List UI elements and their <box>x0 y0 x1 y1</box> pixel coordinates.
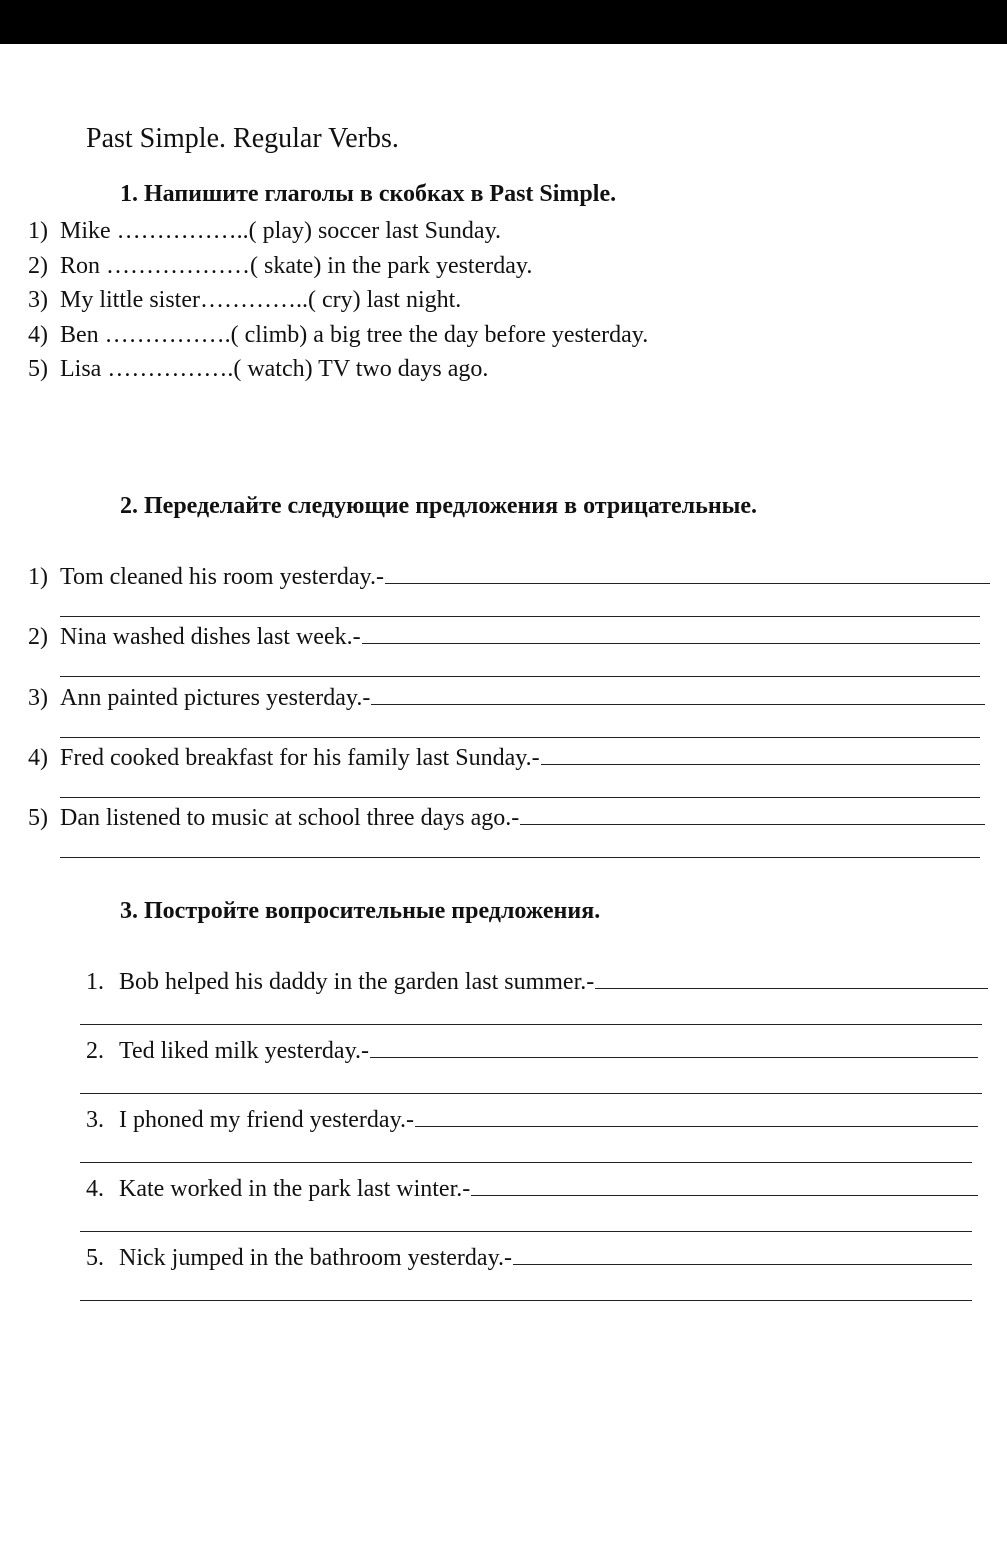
answer-line[interactable] <box>595 968 988 989</box>
section-2-heading: 2. Переделайте следующие предложения в отрицательные. <box>120 493 758 519</box>
top-bar <box>0 0 1007 44</box>
answer-line-continuation[interactable] <box>60 857 980 858</box>
item-text: Fred cooked breakfast for his family last Sunday.- <box>60 744 540 771</box>
item-text: Nina washed dishes last week.- <box>60 624 361 651</box>
item-text: I phoned my friend yesterday.- <box>119 1107 415 1133</box>
item-text: Kate worked in the park last winter.- <box>119 1176 471 1202</box>
answer-line-continuation[interactable] <box>80 1231 972 1232</box>
answer-line[interactable] <box>385 563 990 584</box>
exercise-3-item <box>86 1036 978 1066</box>
item-number: 4) <box>28 321 48 348</box>
item-number: 1) <box>28 218 48 244</box>
item-number: 4) <box>28 744 48 771</box>
item-number: 5) <box>28 805 48 832</box>
section-3-heading: 3. Постройте вопросительные предложения. <box>120 898 601 924</box>
item-number: 5. <box>86 1245 104 1271</box>
answer-line-continuation[interactable] <box>80 1300 972 1301</box>
page-title: Past Simple. Regular Verbs. <box>86 123 399 154</box>
exercise-2-item <box>28 622 980 652</box>
exercise-3-item <box>86 1174 978 1204</box>
answer-line[interactable] <box>362 623 980 644</box>
item-text: Ted liked milk yesterday.- <box>119 1038 370 1064</box>
exercise-1-item <box>28 285 461 315</box>
answer-line-continuation[interactable] <box>60 737 980 738</box>
item-number: 5) <box>28 356 48 382</box>
answer-line[interactable] <box>471 1175 978 1196</box>
item-number: 3) <box>28 684 48 711</box>
exercise-2-item <box>28 562 990 592</box>
item-text: Ben …………….( climb) a big tree the day before yesterday. <box>60 321 649 348</box>
item-number: 2) <box>28 252 48 279</box>
item-text: Ann painted pictures yesterday.- <box>60 684 371 711</box>
answer-line[interactable] <box>520 804 985 825</box>
item-text: Tom cleaned his room yesterday.- <box>60 564 384 590</box>
exercise-1-item <box>28 320 648 350</box>
item-number: 2. <box>86 1038 104 1064</box>
item-text: Ron ………………( skate) in the park yesterday. <box>60 252 533 279</box>
answer-line-continuation[interactable] <box>60 797 980 798</box>
item-text: My little sister…………..( cry) last night. <box>60 287 462 313</box>
item-text: Mike ……………..( play) soccer last Sunday. <box>60 218 502 244</box>
answer-line-continuation[interactable] <box>60 616 980 617</box>
item-number: 2) <box>28 624 48 651</box>
exercise-3-item <box>86 967 988 997</box>
item-text: Bob helped his daddy in the garden last summer.- <box>119 969 595 995</box>
item-number: 1. <box>86 969 104 995</box>
exercise-3-item <box>86 1105 978 1135</box>
item-number: 1) <box>28 564 48 590</box>
item-text: Lisa …………….( watch) TV two days ago. <box>60 356 489 382</box>
exercise-3-item <box>86 1243 972 1273</box>
answer-line[interactable] <box>415 1106 978 1127</box>
exercise-2-item <box>28 743 980 773</box>
exercise-1-item <box>28 216 501 246</box>
answer-line-continuation[interactable] <box>60 676 980 677</box>
answer-line[interactable] <box>513 1244 972 1265</box>
exercise-2-item <box>28 803 985 833</box>
item-text: Dan listened to music at school three days ago.- <box>60 805 520 832</box>
answer-line[interactable] <box>541 744 980 765</box>
answer-line[interactable] <box>370 1037 978 1058</box>
exercise-1-item <box>28 354 488 384</box>
item-number: 4. <box>86 1176 104 1202</box>
exercise-2-item <box>28 683 985 713</box>
section-1-heading: 1. Напишите глаголы в скобках в Past Simple. <box>120 181 617 207</box>
item-number: 3. <box>86 1107 104 1133</box>
answer-line-continuation[interactable] <box>80 1024 982 1025</box>
item-number: 3) <box>28 287 48 313</box>
item-text: Nick jumped in the bathroom yesterday.- <box>119 1245 512 1271</box>
exercise-1-item <box>28 251 532 281</box>
answer-line-continuation[interactable] <box>80 1162 972 1163</box>
answer-line[interactable] <box>371 684 985 705</box>
answer-line-continuation[interactable] <box>80 1093 982 1094</box>
